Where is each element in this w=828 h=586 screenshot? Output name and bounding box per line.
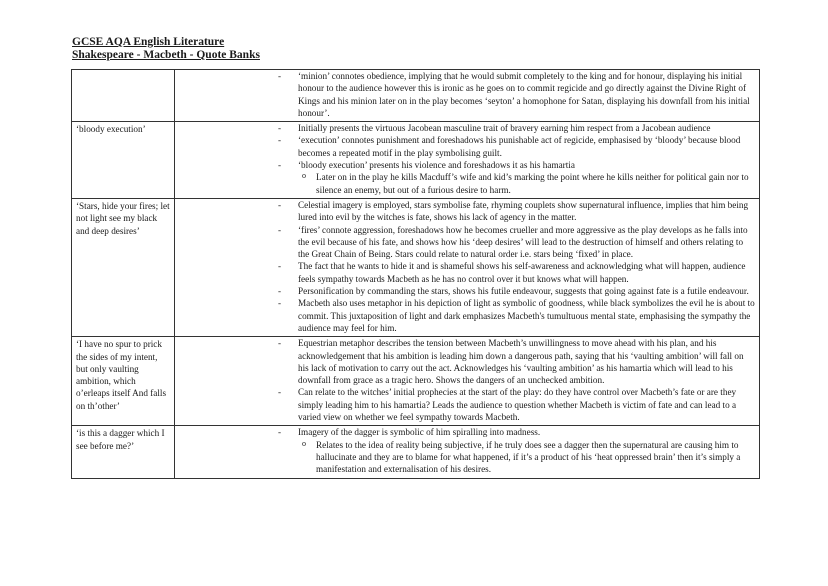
document-subtitle: Shakespeare - Macbeth - Quote Banks <box>72 49 260 61</box>
sub-list-item: o Relates to the idea of reality being subjective, if he truly does see a dagger then the supernatural are causing him to hallucinate and they are to blame for what happened, if it’s a product of his ‘heat oppressed brain’ then it’s simply a manifestation and externalisation of his desires. <box>298 439 756 476</box>
table-row <box>72 70 760 122</box>
notes-list <box>175 199 756 334</box>
list-item <box>175 426 756 475</box>
table-row <box>72 198 760 336</box>
notes-cell <box>175 70 760 122</box>
quote-cell <box>72 70 175 122</box>
sub-list <box>298 171 756 196</box>
document-header <box>72 36 260 62</box>
quote-cell: ‘Stars, hide your fires; let not light see my black and deep desires’ <box>72 198 175 336</box>
notes-cell <box>175 122 760 199</box>
list-item: - Personification by commanding the stars, shows his futile endeavour, suggests that going against fate is a futile endeavour. <box>175 285 756 297</box>
quote-cell: ‘is this a dagger which I see before me?’ <box>72 426 175 478</box>
notes-list <box>175 70 756 119</box>
table-row <box>72 426 760 478</box>
quote-cell: ‘bloody execution’ <box>72 122 175 199</box>
list-item <box>175 159 756 196</box>
notes-cell <box>175 337 760 426</box>
quote-cell: ‘I have no spur to prick the sides of my intent, but only vaulting ambition, which o’erleaps itself And falls on th’other’ <box>72 337 175 426</box>
notes-cell <box>175 198 760 336</box>
list-item: - ‘execution’ connotes punishment and foreshadows his punishable act of regicide, emphasised by ‘bloody’ because blood becomes a repeated motif in the play symbolising guilt. <box>175 134 756 159</box>
list-item-text: ‘bloody execution’ presents his violence and foreshadows it as his hamartia <box>298 160 575 171</box>
notes-list <box>175 426 756 475</box>
list-item: - Can relate to the witches’ initial prophecies at the start of the play: do they have control over Macbeth’s fate or are they simply leading him to his hamartia? Leads the audience to question whether Macbeth is victim of fate and can lead to a varied view on whether we feel sympathy towards Macbeth. <box>175 386 756 423</box>
notes-list <box>175 122 756 196</box>
table-row <box>72 122 760 199</box>
table-row <box>72 337 760 426</box>
document-title: GCSE AQA English Literature <box>72 36 225 48</box>
list-item: - ‘minion’ connotes obedience, implying that he would submit completely to the king and for honour, displaying his initial honour to the audience however this is ironic as he goes on to commit regicide and go directly against the Divine Right of Kings and his minion later on in the play becomes ‘seyton’ a homophone for Satan, displaying his downfall from his initial honour’. <box>175 70 756 119</box>
notes-list <box>175 337 756 423</box>
list-item: - Equestrian metaphor describes the tension between Macbeth’s unwillingness to move ahead with his plan, and his acknowledgement that his ambition is leading him down a dangerous path, saying that his ‘vaulting ambition’ will fall on his lack of motivation to carry out the act. Acknowledges his ‘vaulting ambition’ as his hamartia which will lead to his downfall from grace as a tragic hero. Shows the dangers of an unchecked ambition. <box>175 337 756 386</box>
list-item-text: Imagery of the dagger is symbolic of him spiralling into madness. <box>298 427 541 438</box>
list-item: - Macbeth also uses metaphor in his depiction of light as symbolic of goodness, while black symbolizes the evil he is about to commit. This juxtaposition of light and dark emphasizes Macbeth's tumultuous mental state, emphasising the sympathy the audience may feel for him. <box>175 297 756 334</box>
list-item: - Celestial imagery is employed, stars symbolise fate, rhyming couplets show supernatural influence, implies that him being lured into evil by the witches is fate, shows his lack of agency in the matter. <box>175 199 756 224</box>
list-item: - Initially presents the virtuous Jacobean masculine trait of bravery earning him respect from a Jacobean audience <box>175 122 756 134</box>
sub-list-item: o Later on in the play he kills Macduff’s wife and kid’s marking the point where he kills neither for political gain nor to silence an enemy, but out of a furious desire to harm. <box>298 171 756 196</box>
list-item: - The fact that he wants to hide it and is shameful shows his self-awareness and acknowledging what will happen, audience feels sympathy towards Macbeth as he has no control over it but knows what will happen. <box>175 260 756 285</box>
list-item: - ‘fires’ connote aggression, foreshadows how he becomes crueller and more aggressive as the play develops as he falls into the evil because of his fate, and shows how his ‘deep desires’ will lead to the destruction of himself and others relating to the Great Chain of Being. Stars could relate to natural order i.e. stars being ‘fixed’ in place. <box>175 224 756 261</box>
notes-cell <box>175 426 760 478</box>
quote-bank-table <box>71 69 760 479</box>
sub-list <box>298 439 756 476</box>
